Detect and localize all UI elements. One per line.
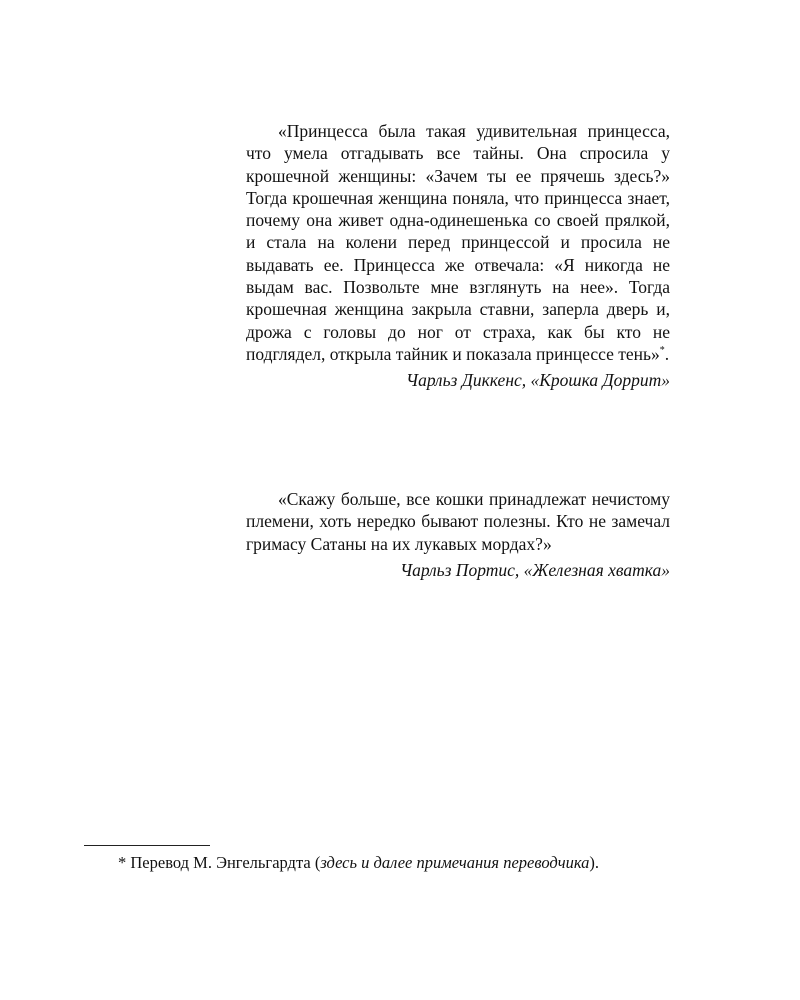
epigraph-attribution: Чарльз Портис, «Железная хватка»	[400, 559, 670, 580]
epigraph-attribution: Чарльз Диккенс, «Крошка Доррит»	[406, 370, 670, 391]
footnote-italic-note: здесь и далее примечания переводчика	[320, 853, 590, 872]
footnote-reference: *	[659, 345, 665, 357]
epigraph-quote	[246, 120, 670, 365]
epigraph-portis	[246, 488, 670, 581]
quote-end-punctuation: .	[664, 343, 670, 364]
footnote-marker: *	[118, 853, 127, 872]
footnote	[84, 851, 644, 874]
footnote-close: ).	[589, 853, 600, 872]
quote-text: «Принцесса была такая удивительная принцесса, что умела отгадывать все тайны. Она спросила у крошечной женщины: «Зачем ты ее прячешь здесь?» Тогда крошечная женщина поняла, что принцесса знает, почему она живет одна-одинешенька со своей прялкой, и стала на колени перед принцессой и просила не выдавать ее. Принцесса же отвечала: «Я никогда не выдам вас. Позвольте мне взглянуть на нее». Тогда крошечная женщина закрыла ставни, заперла дверь и, дрожа с головы до ног от страха, как бы кто не подглядел, открыла тайник и показала принцессе тень»	[246, 121, 670, 364]
epigraph-quote: «Скажу больше, все кошки принадлежат нечистому племени, хоть нередко бывают полезны. Кто не замечал гримасу Сатаны на их лукавых мордах?»	[246, 489, 670, 554]
footnote-divider	[84, 845, 210, 846]
footnote-text: Перевод М. Энгельгардта (	[130, 853, 321, 872]
epigraph-dickens	[246, 120, 670, 392]
